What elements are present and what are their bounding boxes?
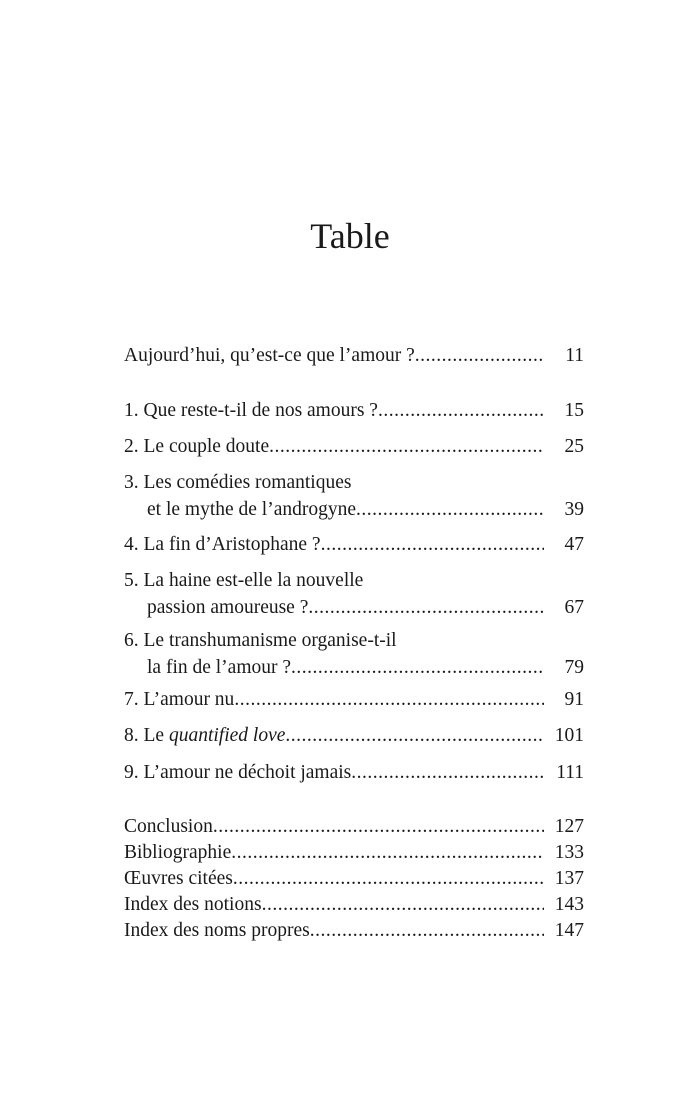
dot-leader	[231, 840, 544, 866]
toc-entry-label: Œuvres citées	[124, 868, 233, 889]
toc-entry-bibliographie[interactable]	[124, 840, 584, 866]
toc-entry-label-prefix: Le	[143, 725, 169, 746]
toc-entry-label: Que reste-t-il de nos amours ?	[143, 400, 378, 421]
chapter-number: 9.	[124, 762, 139, 783]
toc-entry-label-line-1	[124, 627, 584, 654]
chapter-number: 3.	[124, 472, 139, 493]
toc-page-number: 101	[554, 725, 584, 746]
toc-page-number: 91	[564, 689, 584, 710]
dot-leader	[233, 866, 544, 892]
dot-leader	[415, 342, 544, 369]
toc-entry-chapter-2[interactable]	[124, 433, 584, 460]
toc-entry-label-line-2: passion amoureuse ?	[147, 597, 309, 618]
toc-entry-label: L’amour ne déchoit jamais	[143, 762, 352, 783]
toc-entry-label: La haine est-elle la nouvelle	[143, 570, 364, 591]
toc-page-number: 133	[554, 842, 584, 863]
dot-leader	[356, 496, 544, 523]
chapter-number: 1.	[124, 400, 139, 421]
page-title: Table	[310, 216, 390, 256]
toc-end-matter	[124, 814, 584, 944]
dot-leader	[291, 654, 544, 681]
toc-entry-chapter-4[interactable]	[124, 531, 584, 558]
chapter-number: 6.	[124, 630, 139, 651]
toc-entry-chapter-3[interactable]	[124, 469, 584, 523]
dot-leader	[351, 759, 544, 786]
toc-page-number: 39	[564, 499, 584, 520]
toc-entry-label-line-2: la fin de l’amour ?	[147, 657, 292, 678]
chapter-number: 2.	[124, 436, 139, 457]
toc-entry-label: Bibliographie	[124, 842, 232, 863]
toc-entry-chapter-6[interactable]	[124, 627, 584, 681]
toc-page-number: 67	[564, 597, 584, 618]
toc-entry-index-notions[interactable]	[124, 892, 584, 918]
chapter-number: 4.	[124, 534, 139, 555]
dot-leader	[310, 918, 544, 944]
toc-entry-conclusion[interactable]	[124, 814, 584, 840]
toc-entry-label-line-1	[124, 567, 584, 594]
toc-preface	[124, 342, 584, 369]
toc-page-number: 111	[556, 762, 584, 783]
chapter-number: 8.	[124, 725, 139, 746]
toc-entry-oeuvres-citees[interactable]	[124, 866, 584, 892]
toc-entry-label-line-2: et le mythe de l’androgyne	[147, 499, 357, 520]
toc-page-number: 143	[554, 894, 584, 915]
toc-entry-label: Le transhumanisme organise-t-il	[143, 630, 397, 651]
toc-entry-label-italic: quantified love	[168, 725, 286, 746]
toc-page-number: 25	[564, 436, 584, 457]
toc-entry-label: Aujourd’hui, qu’est-ce que l’amour ?	[124, 345, 415, 366]
toc-entry-label-line-1	[124, 469, 584, 496]
toc-entry-chapter-5[interactable]	[124, 567, 584, 621]
toc-page-number: 137	[554, 868, 584, 889]
toc-entry-label: Index des notions	[124, 894, 262, 915]
toc-entry-label: Conclusion	[124, 816, 213, 837]
dot-leader	[308, 594, 544, 621]
toc-page-number: 127	[554, 816, 584, 837]
toc-page-number: 15	[564, 400, 584, 421]
toc-entry-label: Le couple doute	[143, 436, 270, 457]
dot-leader	[285, 722, 544, 749]
toc-entry-chapter-8[interactable]	[124, 722, 584, 749]
dot-leader	[213, 814, 544, 840]
toc-page-number: 11	[565, 345, 584, 366]
chapter-number: 7.	[124, 689, 139, 710]
toc-entry-index-noms-propres[interactable]	[124, 918, 584, 944]
toc-entry-label: L’amour nu	[143, 689, 235, 710]
chapter-number: 5.	[124, 570, 139, 591]
toc-entry-chapter-7[interactable]	[124, 686, 584, 713]
toc-entry-preface[interactable]	[124, 342, 584, 369]
toc-entry-chapter-9[interactable]	[124, 759, 584, 786]
toc-entry-label: Index des noms propres	[124, 920, 310, 941]
toc-entry-label: Les comédies romantiques	[143, 472, 352, 493]
toc-entry-label: La fin d’Aristophane ?	[143, 534, 321, 555]
toc-entry-chapter-1[interactable]	[124, 397, 584, 424]
toc-page-number: 79	[564, 657, 584, 678]
dot-leader	[262, 892, 544, 918]
toc-page-number: 47	[564, 534, 584, 555]
dot-leader	[234, 686, 544, 713]
toc-page-number: 147	[554, 920, 584, 941]
dot-leader	[321, 531, 544, 558]
dot-leader	[269, 433, 544, 460]
dot-leader	[378, 397, 544, 424]
